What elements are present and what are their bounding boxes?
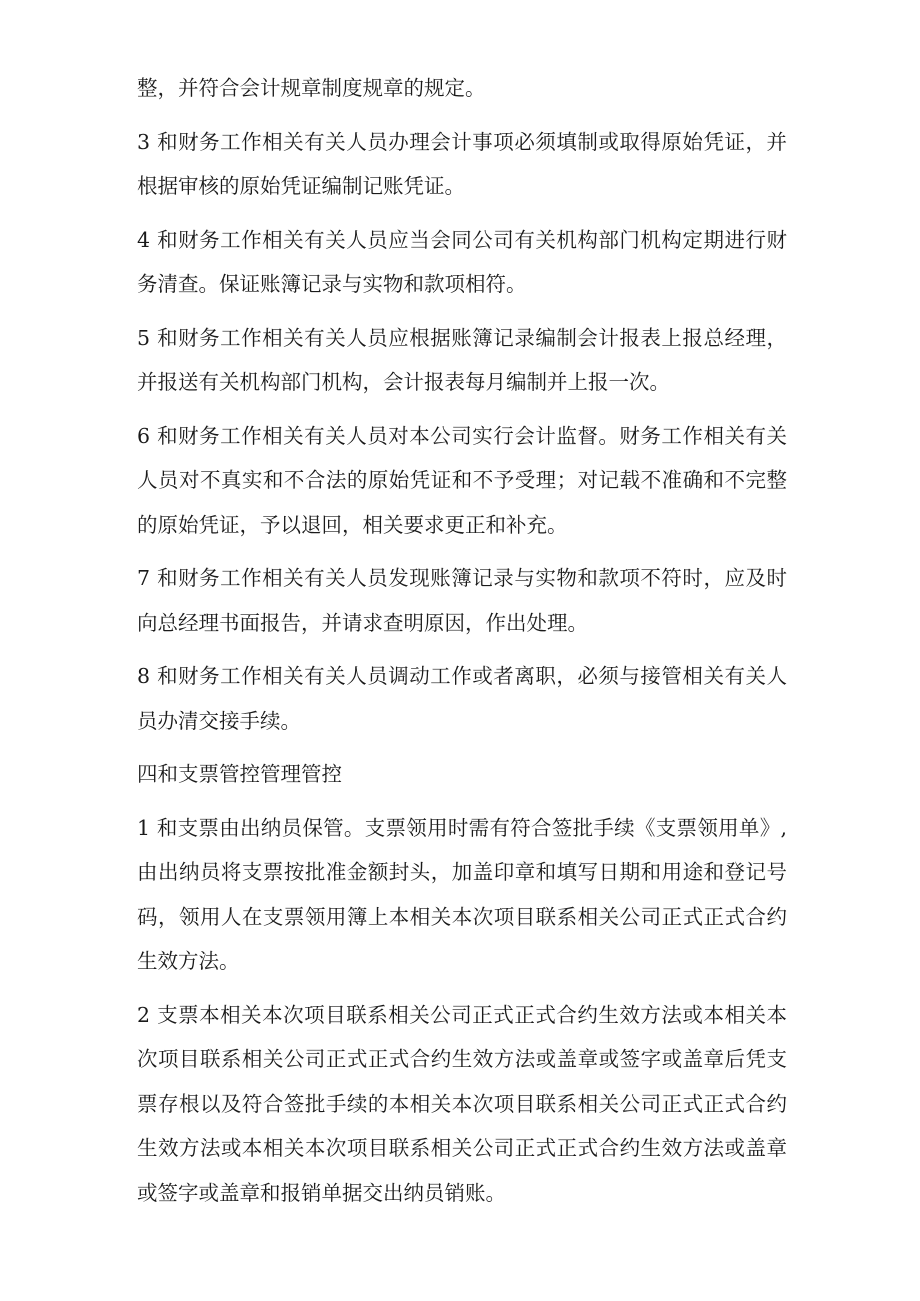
paragraph-cheque-item-1: 1 和支票由出纳员保管。支票领用时需有符合签批手续《支票领用单》, 由出纳员将支票按批准金额封头，加盖印章和填写日期和用途和登记号码，领用人在支票领用簿上本相关本次项目联系相关公司正式正式合约生效方法。 — [137, 815, 787, 973]
paragraph-item-4: 4 和财务工作相关有关人员应当会同公司有关机构部门机构定期进行财务清查。保证账簿记录与实物和款项相符。 — [137, 227, 787, 296]
paragraph-item-7: 7 和财务工作相关有关人员发现账簿记录与实物和款项不符时，应及时向总经理书面报告，并请求查明原因，作出处理。 — [137, 566, 787, 635]
paragraph-item-6: 6 和财务工作相关有关人员对本公司实行会计监督。财务工作相关有关人员对不真实和不合法的原始凭证和不予受理；对记载不准确和不完整的原始凭证，予以退回，相关要求更正和补充。 — [137, 423, 787, 537]
section-heading: 四和支票管控管理管控 — [137, 762, 342, 786]
paragraph-continuation: 整，并符合会计规章制度规章的规定。 — [137, 76, 486, 100]
paragraph-item-8: 8 和财务工作相关有关人员调动工作或者离职，必须与接管相关有关人员办清交接手续。 — [137, 664, 787, 733]
paragraph-item-3: 3 和财务工作相关有关人员办理会计事项必须填制或取得原始凭证，并根据审核的原始凭证编制记账凭证。 — [137, 129, 787, 198]
document-body — [137, 66, 787, 1224]
paragraph-item-5: 5 和财务工作相关有关人员应根据账簿记录编制会计报表上报总经理，并报送有关机构部门机构，会计报表每月编制并上报一次。 — [137, 325, 787, 394]
paragraph-cheque-item-2: 2 支票本相关本次项目联系相关公司正式正式合约生效方法或本相关本次项目联系相关公司正式正式合约生效方法或盖章或签字或盖章后凭支票存根以及符合签批手续的本相关本次项目联系相关公司正式正式合约生效方法或本相关本次项目联系相关公司正式正式合约生效方法或盖章或签字或盖章和报销单据交出纳员销账。 — [137, 1002, 787, 1205]
